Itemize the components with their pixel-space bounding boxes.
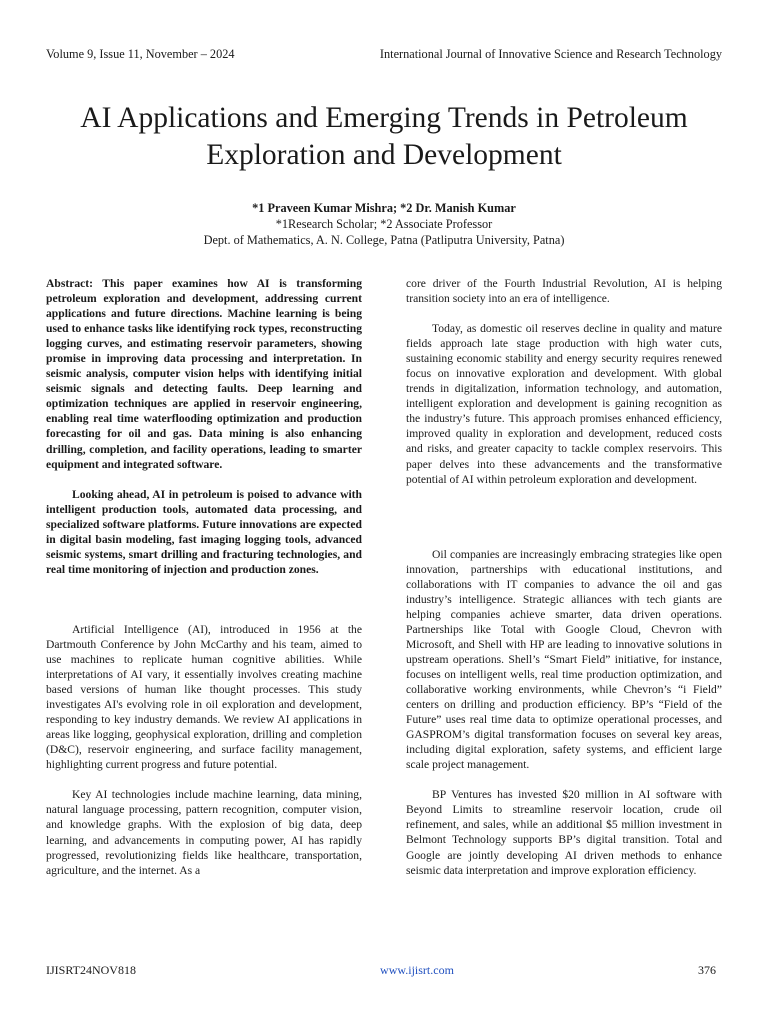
left-column (46, 276, 362, 878)
footer-website-link[interactable]: www.ijisrt.com (380, 963, 454, 977)
body-paragraph-3: BP Ventures has invested $20 million in AI software with Beyond Limits to streamline reservoir location, crude oil refinement, and sales, while an additional $5 million investment in Belmont Technology supports BP’s digital transition. Total and Google are jointly developing AI driven methods to enhance seismic data interpretation and improve exploration efficiency. (406, 788, 722, 877)
page-number: 376 (698, 963, 716, 977)
intro-paragraph-1: Artificial Intelligence (AI), introduced in 1956 at the Dartmouth Conference by John McCarthy and his team, aimed to use machines to replicate human cognitive abilities. While interpretations of AI vary, it essentially involves creating machine based versions of human like thought processes. This study investigates AI's evolving role in oil exploration and development, responding to key industry demands. We review AI applications in areas like logging, geophysical exploration, drilling and completion (D&C), reservoir engineering, and surface facility management, highlighting current progress and future potential. (46, 622, 362, 772)
author-roles: *1Research Scholar; *2 Associate Professor (275, 217, 493, 231)
title-line-1: AI Applications and Emerging Trends in Petroleum (80, 102, 688, 134)
footer-paper-id: IJISRT24NOV818 (46, 963, 136, 977)
abstract-paragraph: Abstract: This paper examines how AI is transforming petroleum exploration and development, addressing current applications and future directions. Machine learning is being used to enhance tasks like identifying rock types, reconstructing logging curves, and estimating reservoir parameters, showing promise in improving data processing and interpretation. In seismic analysis, computer vision helps with identifying initial seismic signals and detecting faults. Deep learning and optimization techniques are applied in reservoir engineering, enabling real time waterflooding optimization and production forecasting for oil and gas. Data mining is also enhancing drilling, completion, and facility operations, leading to smarter equipment and integrated software. (46, 277, 362, 471)
author-affiliation: Dept. of Mathematics, A. N. College, Patna (Patliputra University, Patna) (203, 233, 565, 247)
abstract-paragraph-2: Looking ahead, AI in petroleum is poised to advance with intelligent production tools, automated data processing, and specialized software platforms. Future innovations are expected in digital basin modeling, fast imaging logging tools, advanced seismic systems, smart drilling and fracturing technologies, and real time monitoring of injection and production zones. (46, 487, 362, 576)
author-block (40, 200, 728, 248)
title-line-2: Exploration and Development (206, 139, 562, 171)
body-paragraph-1: Today, as domestic oil reserves decline in quality and mature fields approach late stage production with high water cuts, sustaining economic stability and energy security requires renewed focus on innovative exploration and development. With global trends in digitalization, information technology, and automation, intelligent exploration and development is gaining recognition as the industry’s future. This approach promises enhanced efficiency, improved quality in exploration and development, reduced costs and risks, and greater capacity to tackle complex reservoirs. This paper delves into these advancements and the transformative potential of AI within petroleum exploration and development. (406, 322, 722, 486)
body-paragraph-2: Oil companies are increasingly embracing strategies like open innovation, partnerships with educational institutions, and collaborations with IT companies to advance the oil and gas industry’s intelligence. Strategic alliances with tech giants are helping companies achieve smarter, data driven operations. Partnerships like Total with Google Cloud, Chevron with Microsoft, and Shell with HP are leading to innovative solutions in upstream operations. Shell’s “Smart Field” initiative, for instance, focuses on intelligent wells, real time production optimization, and collaborative working environments, while Chevron’s “i Field” centers on drilling and production efficiency. BP’s “Field of the Future” uses real time data to optimize operational processes, and GASPROM’s digital transformation focuses on several key areas, including digital exploration, safety systems, and efficient large scale project management. (406, 547, 722, 772)
header-journal: International Journal of Innovative Science and Research Technology (379, 47, 722, 61)
intro-paragraph-2: Key AI technologies include machine learning, data mining, natural language processing, pattern recognition, computer vision, and knowledge graphs. With the explosion of big data, deep learning, and advancements in computing power, AI has rapidly progressed, revolutionizing fields like healthcare, transportation, agriculture, and the internet. As a (46, 788, 362, 877)
author-names: *1 Praveen Kumar Mishra; *2 Dr. Manish Kumar (252, 201, 516, 215)
page-footer (46, 962, 716, 978)
right-column (406, 276, 722, 878)
body-paragraph-0: core driver of the Fourth Industrial Revolution, AI is helping transition society into an era of intelligence. (406, 277, 722, 306)
running-header (46, 46, 722, 62)
paper-title (40, 100, 728, 174)
header-volume: Volume 9, Issue 11, November – 2024 (46, 47, 235, 61)
